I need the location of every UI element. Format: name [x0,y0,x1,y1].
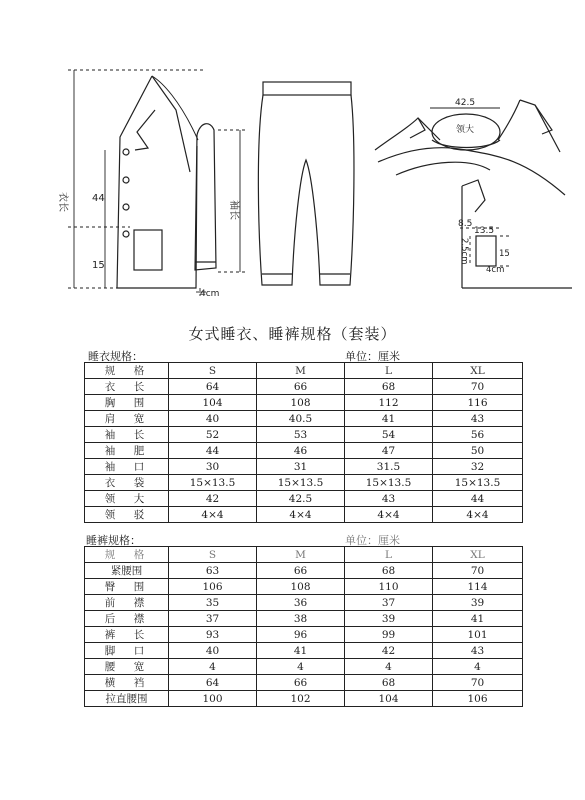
cell: 44 [169,443,257,459]
header-cell: S [169,547,257,563]
cell: 108 [257,579,345,595]
cell: 56 [433,427,523,443]
cell: 68 [345,379,433,395]
row-label: 脚 口 [85,643,169,659]
cell: 108 [257,395,345,411]
cell: 63 [169,563,257,579]
cell: 43 [345,491,433,507]
cell: 50 [433,443,523,459]
shirt-spec-table [84,362,523,523]
cell: 41 [433,611,523,627]
row-label: 领 大 [85,491,169,507]
row-label: 腰 宽 [85,659,169,675]
table-row [85,411,523,427]
row-label: 横 裆 [85,675,169,691]
cell: 15×13.5 [169,475,257,491]
cell: 40 [169,411,257,427]
cell: 40 [169,643,257,659]
cell: 93 [169,627,257,643]
header-cell: M [257,547,345,563]
pants-spec-table [84,546,523,707]
cell: 116 [433,395,523,411]
row-label: 领 驳 [85,507,169,523]
header-cell: M [257,363,345,379]
cell: 31 [257,459,345,475]
cell: 66 [257,675,345,691]
collar-size-label: 领大 [456,125,475,135]
cell: 30 [169,459,257,475]
table-row [85,563,523,579]
dim-44-label: 44 [92,193,105,204]
diagram-labels [0,0,585,310]
cell: 4 [345,659,433,675]
cell: 4 [257,659,345,675]
table-row [85,491,523,507]
dim-4cm-collar-label: 4cm [486,265,505,275]
cell: 41 [345,411,433,427]
cell: 43 [433,643,523,659]
cell: 38 [257,611,345,627]
table-row [85,611,523,627]
cell: 42 [345,643,433,659]
cell: 44 [433,491,523,507]
table-row [85,443,523,459]
row-label: 衣 袋 [85,475,169,491]
dim-13-5-label: 13.5 [474,226,495,236]
table-row [85,627,523,643]
row-label: 袖 肥 [85,443,169,459]
cell: 42 [169,491,257,507]
cell: 36 [257,595,345,611]
cell: 37 [345,595,433,611]
header-cell: L [345,363,433,379]
table-row [85,379,523,395]
pants-unit-label: 单位：厘米 [345,534,400,547]
row-label: 袖 长 [85,427,169,443]
table-row [85,579,523,595]
cell: 66 [257,563,345,579]
row-label: 后 襟 [85,611,169,627]
table-row [85,659,523,675]
cell: 106 [433,691,523,707]
table-row [85,595,523,611]
header-cell: XL [433,547,523,563]
cell: 15×13.5 [345,475,433,491]
cell: 4×4 [257,507,345,523]
cell: 112 [345,395,433,411]
table-header-row [85,547,523,563]
shirt-length-label: 衣长 [57,192,68,212]
dim-42-5-label: 42.5 [455,98,476,108]
cell: 4 [433,659,523,675]
cell: 66 [257,379,345,395]
dim-15-collar-label: 15 [499,249,510,259]
cell: 64 [169,379,257,395]
cell: 4×4 [169,507,257,523]
table-row [85,475,523,491]
row-label: 胸 围 [85,395,169,411]
cell: 68 [345,675,433,691]
cell: 39 [345,611,433,627]
cell: 110 [345,579,433,595]
table-header-row [85,363,523,379]
cell: 15×13.5 [257,475,345,491]
dim-2-5cm-label: 2.5cm [459,238,469,265]
row-label: 前 襟 [85,595,169,611]
cell: 35 [169,595,257,611]
table-row [85,675,523,691]
cell: 47 [345,443,433,459]
header-cell: L [345,547,433,563]
cell: 4×4 [433,507,523,523]
cell: 41 [257,643,345,659]
cell: 31.5 [345,459,433,475]
row-label: 紧腰围 [85,563,169,579]
table-row [85,643,523,659]
table-row [85,427,523,443]
cell: 64 [169,675,257,691]
row-label: 臀 围 [85,579,169,595]
row-label: 衣 长 [85,379,169,395]
cell: 53 [257,427,345,443]
header-cell: 规 格 [85,363,169,379]
table-row [85,507,523,523]
sleeve-length-label: 袖长 [228,200,239,220]
header-cell: 规 格 [85,547,169,563]
cell: 46 [257,443,345,459]
cell: 99 [345,627,433,643]
cell: 101 [433,627,523,643]
cell: 39 [433,595,523,611]
cell: 43 [433,411,523,427]
pants-spec-label: 睡裤规格： [86,534,141,547]
table-row [85,691,523,707]
cell: 15×13.5 [433,475,523,491]
cell: 104 [345,691,433,707]
cell: 106 [169,579,257,595]
shirt-spec-label: 睡衣规格： [88,350,143,363]
cell: 104 [169,395,257,411]
cell: 70 [433,675,523,691]
cell: 4×4 [345,507,433,523]
cell: 102 [257,691,345,707]
cell: 4 [169,659,257,675]
dim-8-5-label: 8.5 [458,219,473,229]
row-label: 袖 口 [85,459,169,475]
row-label: 肩 宽 [85,411,169,427]
row-label: 裤 长 [85,627,169,643]
cell: 54 [345,427,433,443]
cell: 32 [433,459,523,475]
cell: 37 [169,611,257,627]
cell: 96 [257,627,345,643]
cell: 70 [433,379,523,395]
shirt-unit-label: 单位：厘米 [345,350,400,363]
cell: 100 [169,691,257,707]
cell: 42.5 [257,491,345,507]
cell: 68 [345,563,433,579]
page-title: 女式睡衣、睡裤规格（套装） [188,325,397,343]
row-label: 拉直腰围 [85,691,169,707]
cell: 114 [433,579,523,595]
dim-4cm-label: 4cm [200,289,220,299]
cell: 40.5 [257,411,345,427]
cell: 52 [169,427,257,443]
cell: 70 [433,563,523,579]
table-row [85,395,523,411]
table-row [85,459,523,475]
dim-15-label: 15 [92,260,105,271]
header-cell: XL [433,363,523,379]
header-cell: S [169,363,257,379]
